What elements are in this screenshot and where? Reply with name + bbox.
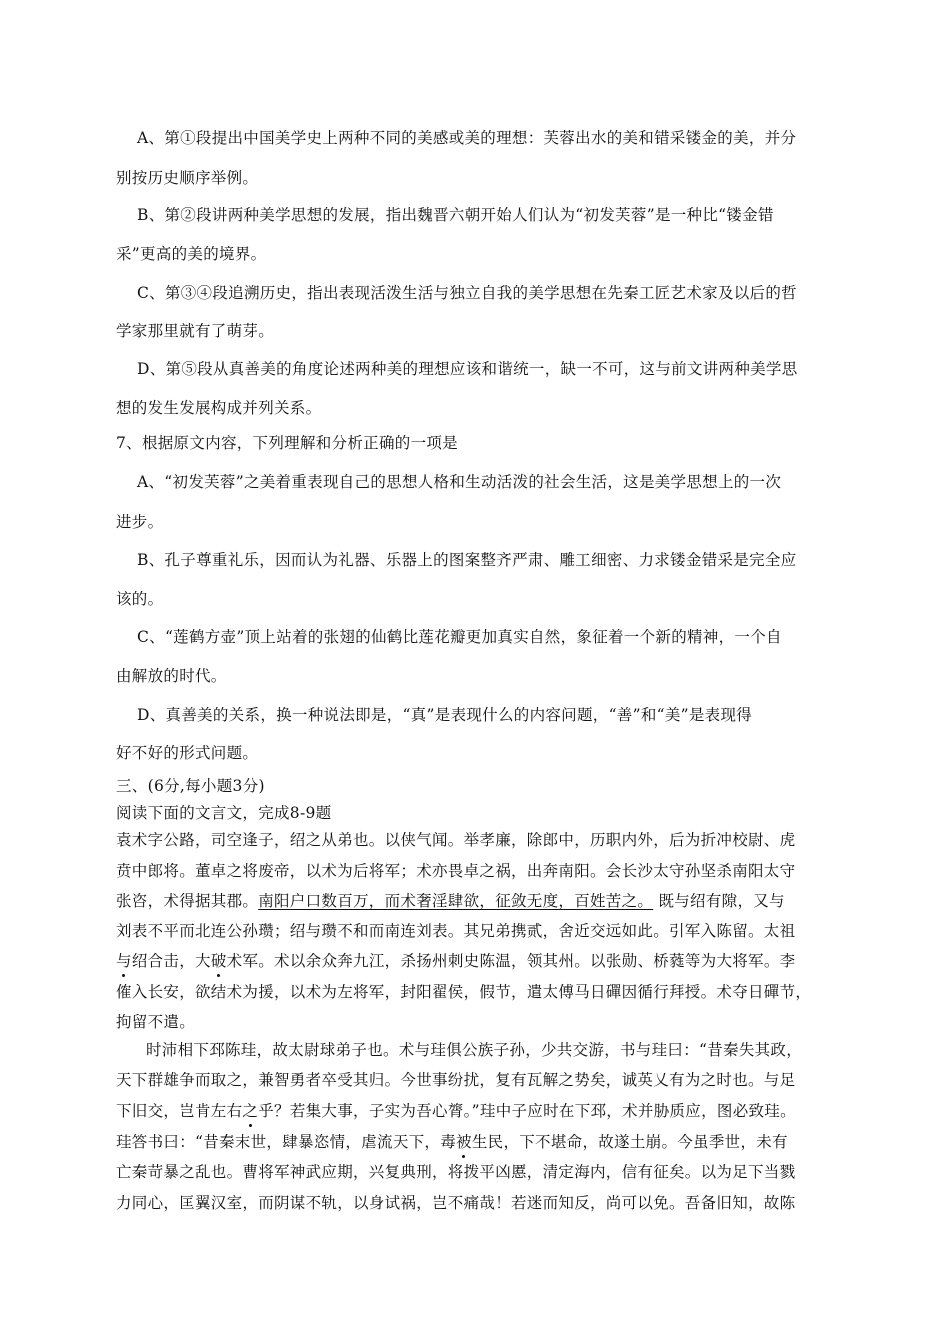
q6-option-d-line1: D、第⑤段从真善美的角度论述两种美的理想应该和谐统一，缺一不可，这与前文讲两种美学思 — [137, 360, 798, 378]
passage-p1-line3 — [116, 891, 785, 911]
q7-option-d-line1: D、真善美的关系，换一种说法即是，“真”是表现什么的内容问题，“善”和“美”是表现得 — [137, 706, 753, 724]
passage-text: 既与绍有隙，又与 — [653, 892, 785, 910]
q6-option-b-line2: 采”更高的美的境界。 — [116, 245, 267, 263]
emphasis-dotted-char: 与 — [116, 952, 132, 970]
section3-heading: 三、(6分,每小题3分) — [116, 777, 265, 795]
q7-option-a-line2: 进步。 — [116, 513, 164, 531]
q6-option-b-line1: B、第②段讲两种美学思想的发展，指出魏晋六朝开始人们认为“初发芙蓉”是一种比“镂金错 — [137, 206, 774, 224]
q6-option-d-line2: 想的发生发展构成并列关系。 — [116, 399, 322, 417]
passage-p2-line5: 亡秦苛暴之乱也。曹将军神武应期，兴复典刑，将拨平凶慝，清定海内，信有征矣。以为足下当戮 — [116, 1163, 796, 1181]
section3-instruction: 阅读下面的文言文，完成8-9题 — [116, 804, 332, 822]
passage-text: 绍合击，大 — [131, 952, 211, 970]
passage-text: 术军。术以余众奔九江，杀扬州刺史陈温，领其州。以张勋、桥蕤等为大将军。李 — [226, 952, 796, 970]
passage-p2-line1: 时沛相下邳陈珪，故太尉球弟子也。术与珪俱公族子孙，少共交游，书与珪曰：“昔秦失其政， — [146, 1041, 803, 1059]
q7-option-d-line2: 好不好的形式问题。 — [116, 744, 259, 762]
passage-p2-line2: 天下群雄争而取之，兼智勇者卒受其归。今世事纷扰，复有瓦解之势矣，诚英乂有为之时也。与足 — [116, 1071, 796, 1089]
emphasis-dotted-char: 之 — [242, 1102, 259, 1120]
passage-p2-line3 — [116, 1101, 796, 1121]
underlined-translation-sentence: 南阳户口数百万，而术奢淫肆欲，征敛无度，百姓苦之。 — [258, 892, 654, 910]
q6-option-c-line2: 学家那里就有了萌芽。 — [116, 322, 275, 340]
q6-option-a-line2: 别按历史顺序举例。 — [116, 169, 259, 187]
passage-text: 乎？若集大事，子实为吾心膂。”珪中子应时在下邳，术并胁质应，图必致珪。 — [258, 1102, 796, 1120]
q7-option-b-line2: 该的。 — [116, 590, 164, 608]
passage-text: 张咨，术得据其郡。 — [116, 892, 259, 910]
q6-option-a-line1: A、第①段提出中国美学史上两种不同的美感或美的理想：芙蓉出水的美和错采镂金的美，并分 — [137, 129, 797, 147]
passage-p2-line4 — [116, 1132, 788, 1152]
passage-text: 珪答书曰：“昔秦末世，肆暴恣情，虐流天下，毒 — [116, 1133, 457, 1151]
passage-p2-line6: 力同心，匡翼汉室，而阴谋不轨，以身试祸，岂不痛哉！若迷而知反，尚可以免。吾备旧知，故陈 — [116, 1194, 796, 1212]
q7-stem: 7、根据原文内容，下列理解和分析正确的一项是 — [116, 434, 458, 452]
passage-p1-line4: 刘表不平而北连公孙瓒；绍与瓒不和而南连刘表。其兄弟携贰，舍近交远如此。引军入陈留。太祖 — [116, 922, 796, 940]
q6-option-c-line1: C、第③④段追溯历史，指出表现活泼生活与独立自我的美学思想在先秦工匠艺术家及以后的哲 — [137, 284, 797, 302]
q7-option-a-line1: A、“初发芙蓉”之美着重表现自己的思想人格和生动活泼的社会生活，这是美学思想上的一次 — [137, 473, 782, 491]
emphasis-dotted-char: 破 — [210, 952, 227, 970]
q7-option-b-line1: B、孔子尊重礼乐，因而认为礼器、乐器上的图案整齐严肃、雕工细密、力求镂金错采是完全应 — [137, 551, 797, 569]
passage-p1-line6: 傕入长安，欲结术为援，以术为左将军，封阳翟侯，假节，遣太傅马日磾因循行拜授。术夺日磾节， — [116, 983, 812, 1001]
emphasis-dotted-char: 被 — [456, 1133, 472, 1151]
passage-text: 生民，下不堪命，故遂土崩。今虽季世，未有 — [471, 1133, 788, 1151]
passage-p1-line5 — [116, 951, 795, 971]
q7-option-c-line2: 由解放的时代。 — [116, 667, 227, 685]
passage-text: 下旧交，岂肯左右 — [116, 1102, 243, 1120]
q7-option-c-line1: C、“莲鹤方壶”顶上站着的张翅的仙鹤比莲花瓣更加真实自然，象征着一个新的精神，一个自 — [137, 628, 782, 646]
passage-p1-line2: 贲中郎将。董卓之将废帝，以术为后将军；术亦畏卓之祸，出奔南阳。会长沙太守孙坚杀南阳太守 — [116, 862, 796, 880]
passage-p1-line7: 拘留不遣。 — [116, 1013, 196, 1031]
passage-p1-line1: 袁术字公路，司空逢子，绍之从弟也。以侠气闻。举孝廉，除郎中，历职内外，后为折冲校尉、虎 — [116, 831, 796, 849]
